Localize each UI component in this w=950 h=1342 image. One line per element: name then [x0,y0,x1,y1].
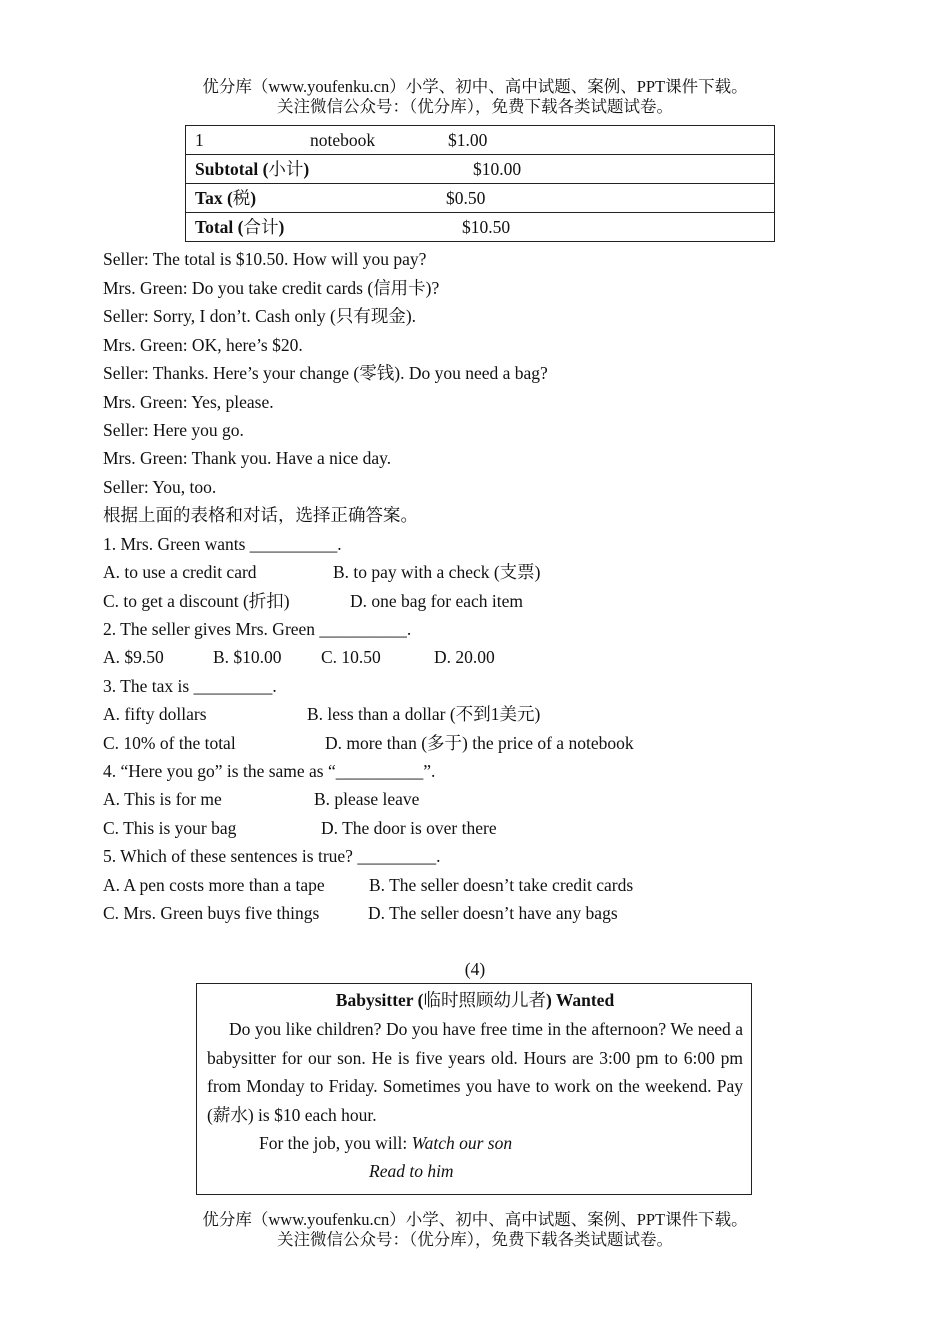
option-5d: D. The seller doesn’t have any bags [368,903,618,923]
header-line-2: 关注微信公众号：（优分库），免费下载各类试题试卷。 [277,97,673,116]
question-5: 5. Which of these sentences is true? _________. [103,846,441,866]
receipt-price: $1.00 [448,130,488,150]
dialogue-line: Seller: The total is $10.50. How will you pay? [103,249,427,269]
dialogue-line: Mrs. Green: OK, here’s $20. [103,335,303,355]
dialogue-line: Mrs. Green: Yes, please. [103,392,274,412]
receipt-row-subtotal [186,155,775,184]
receipt-row-total [186,213,775,242]
ad-job-line: For the job, you will: Watch our son [259,1133,513,1153]
dialogue-line: Seller: Thanks. Here’s your change (零钱). Do you need a bag? [103,363,548,383]
option-1b: B. to pay with a check (支票) [333,562,541,582]
page-footer [0,1210,950,1250]
babysitter-ad [196,983,752,1195]
option-5a: A. A pen costs more than a tape [103,875,325,895]
dialogue-line: Mrs. Green: Do you take credit cards (信用卡)? [103,278,440,298]
option-4a: A. This is for me [103,789,222,809]
receipt-table [185,125,775,242]
receipt-row-item [186,126,775,155]
total-value: $10.50 [462,217,511,237]
receipt-item: notebook [310,130,376,150]
option-1c: C. to get a discount (折扣) [103,591,290,611]
subtotal-value: $10.00 [473,159,522,179]
option-2a: A. $9.50 [103,647,164,667]
dialogue-line: Seller: Here you go. [103,420,244,440]
option-1a: A. to use a credit card [103,562,257,582]
subtotal-label: Subtotal (小计) [195,159,310,179]
option-2b: B. $10.00 [213,647,282,667]
option-4d: D. The door is over there [321,818,497,838]
option-3c: C. 10% of the total [103,733,236,753]
option-2d: D. 20.00 [434,647,495,667]
page-header [0,77,950,117]
ad-job-item-2: Read to him [369,1161,454,1181]
option-1d: D. one bag for each item [350,591,523,611]
dialogue-line: Seller: Sorry, I don’t. Cash only (只有现金). [103,306,417,326]
option-5c: C. Mrs. Green buys five things [103,903,320,923]
total-label: Total (合计) [195,217,285,237]
option-3a: A. fifty dollars [103,704,207,724]
ad-title: Babysitter (临时照顾幼儿者) Wanted [335,990,615,1010]
option-5b: B. The seller doesn’t take credit cards [369,875,634,895]
footer-line-1: 优分库（www.youfenku.cn）小学、初中、高中试题、案例、PPT课件下载。 [202,1210,748,1229]
question-4: 4. “Here you go” is the same as “__________”. [103,761,436,781]
option-3b: B. less than a dollar (不到1美元) [307,704,541,724]
dialogue-line: Mrs. Green: Thank you. Have a nice day. [103,448,392,468]
option-4b: B. please leave [314,789,420,809]
section-number: (4) [464,959,486,979]
ad-body: Do you like children? Do you have free time in the afternoon? We need a babysitter for our son. He is five years old. Hours are 3:00 pm to 6:00 pm from Monday to Friday. Sometimes you have to work on the weekend. Pay (薪水) is $10 each hour. [207,1019,743,1125]
header-line-1: 优分库（www.youfenku.cn）小学、初中、高中试题、案例、PPT课件下载。 [202,77,748,96]
footer-line-2: 关注微信公众号：（优分库），免费下载各类试题试卷。 [277,1230,673,1249]
option-3d: D. more than (多于) the price of a notebook [325,733,634,753]
tax-value: $0.50 [446,188,486,208]
instruction: 根据上面的表格和对话，选择正确答案。 [103,505,418,525]
receipt-qty: 1 [195,130,204,150]
receipt-row-tax [186,184,775,213]
tax-label: Tax (税) [195,188,257,208]
ad-job-item-1: Watch our son [411,1133,513,1153]
question-1: 1. Mrs. Green wants __________. [103,534,342,554]
question-3: 3. The tax is _________. [103,676,277,696]
dialogue-line: Seller: You, too. [103,477,217,497]
question-2: 2. The seller gives Mrs. Green __________. [103,619,412,639]
option-2c: C. 10.50 [321,647,381,667]
option-4c: C. This is your bag [103,818,237,838]
